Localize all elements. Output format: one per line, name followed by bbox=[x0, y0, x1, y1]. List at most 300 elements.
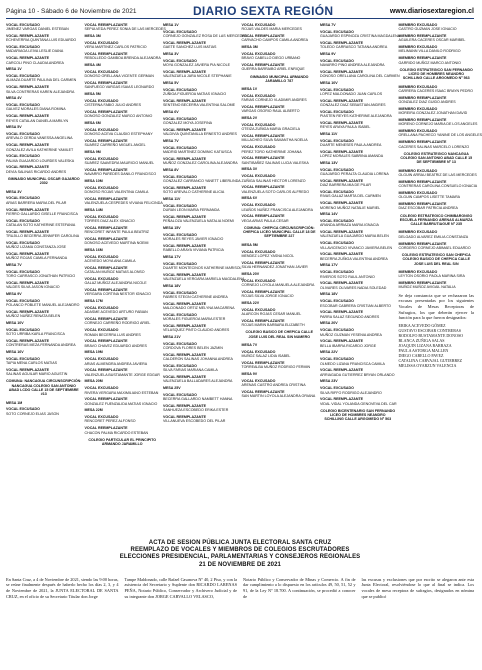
entry-role: MESA 4V bbox=[6, 96, 22, 101]
roster-entry bbox=[320, 201, 396, 210]
entry-role: VOCAL EXCUSADO bbox=[163, 393, 197, 397]
entry-person-name: GONZALEZ MOYA JOSEFINA bbox=[163, 121, 213, 126]
entry-role: MESA 1M bbox=[6, 400, 23, 405]
entry-role: MIEMBRO EXCUSADO bbox=[398, 168, 438, 173]
entry-person-name: CACERES SALINAS MARCELO LORENZO bbox=[398, 144, 470, 149]
entry-role: VOCAL REEMPLAZANTE bbox=[241, 63, 285, 68]
entry-person-name: BRAVO CHAVEZ EDUARDO ANDRES bbox=[84, 343, 147, 348]
entry-person-name: SILVA CONTRERAS KAREN ALEJANDRA bbox=[6, 89, 75, 94]
entry-person-name: FARIAS CORNEJO VLADIMIR ANDRES bbox=[241, 98, 307, 103]
entry-role: MIEMBRO REEMPLAZANTE bbox=[398, 202, 447, 206]
website-link[interactable]: www.diariosextaregion.cl bbox=[389, 7, 474, 15]
entry-role: VOCAL EXCUSADO bbox=[84, 185, 119, 190]
roster-entry bbox=[85, 328, 161, 337]
roster-entry bbox=[320, 179, 396, 188]
roster-entry bbox=[242, 174, 318, 183]
entry-role: VOCAL REEMPLAZANTE bbox=[241, 389, 285, 394]
entry-role: MESA 6V bbox=[241, 196, 258, 201]
entry-person-name: GAETE SANCHEZ LUIS MATIAS bbox=[163, 45, 217, 50]
entry-role: VOCAL EXCUSADO bbox=[6, 269, 40, 274]
entry-role: VOCAL REEMPLAZANTE bbox=[241, 214, 285, 219]
entry-person-name: MORENO MUÑOZ NATALIE MARIEL bbox=[320, 205, 381, 210]
roster-entry bbox=[85, 306, 161, 315]
roster-entry bbox=[6, 196, 82, 205]
entry-role: VOCAL EXCUSADO bbox=[84, 127, 119, 132]
roster-entry bbox=[399, 270, 475, 279]
roster-entry bbox=[163, 197, 239, 201]
entry-person-name: SANHUEZA ESCOBEDO ERIKA ESTER bbox=[163, 408, 229, 413]
roster-entry bbox=[320, 328, 396, 337]
entry-person-name: ARENAS CASTRO ANDREA CRISTINA bbox=[241, 382, 306, 387]
entry-role: VOCAL REEMPLAZANTE bbox=[84, 109, 128, 114]
entry-person-name: ARANDA ARRIAZA MARIA IGNACIA bbox=[320, 223, 379, 228]
roster-entry bbox=[6, 132, 82, 141]
roster-entry bbox=[85, 426, 161, 435]
act-paragraph: Tampe Maldonado, calle Rafael Casanova Nº 40, 2 Piso, y con la asistencia del Secretario y Suplente don RICARDO LARENAS PEÑA, Notario Público, Conservador y Archivero Judicial y de su integrante don JORGE CARVALLO VELASCO, bbox=[124, 576, 237, 599]
entry-role: VOCAL EXCUSADO bbox=[6, 23, 40, 27]
roster-entry bbox=[85, 81, 161, 90]
entry-role: VOCAL EXCUSADO bbox=[320, 29, 354, 34]
entry-role: VOCAL REEMPLAZANTE bbox=[163, 243, 207, 248]
entry-role: MESA 6V bbox=[163, 109, 179, 114]
roster-entry bbox=[320, 212, 396, 216]
entry-role: VOCAL REEMPLAZANTE bbox=[84, 23, 128, 27]
roster-entry bbox=[85, 41, 161, 50]
roster-entry bbox=[320, 270, 396, 279]
roster-entry bbox=[242, 290, 318, 299]
venue-title: COLEGIO BASICO DE CHEPICA CALLE JOSE LUIS DEL REAL SIN NUMERO bbox=[245, 330, 314, 339]
entry-person-name: GALVEZ MORALES DIANA ROMINA bbox=[6, 107, 66, 112]
entry-person-name: RIVAS GALAZ MARTA DEL CARMEN bbox=[320, 194, 381, 199]
entry-person-name: VALDES SILVA JASON IGNACIO bbox=[6, 285, 60, 290]
roster-entry bbox=[163, 324, 239, 333]
entry-role: VOCAL REEMPLAZANTE bbox=[6, 229, 50, 234]
entry-person-name: PEREZ TORO KATHERINE JOHANA bbox=[241, 149, 302, 154]
entry-role: VOCAL EXCUSADO bbox=[241, 94, 276, 99]
roster-entry bbox=[6, 23, 82, 32]
entry-role: MIEMBRO EXCUSADO bbox=[398, 106, 438, 111]
rejected-name: JOAQUIN LIZANA BARRAZA bbox=[398, 342, 452, 348]
entry-role: MESA 17M bbox=[84, 299, 103, 304]
roster-entry bbox=[163, 23, 239, 27]
entry-role: MIEMBRO REEMPLAZANTE bbox=[398, 179, 447, 184]
entry-role: VOCAL EXCUSADO bbox=[163, 312, 197, 317]
roster-entry bbox=[399, 230, 475, 239]
roster-entry bbox=[6, 96, 82, 100]
entry-role: MESA 21V bbox=[163, 335, 181, 340]
roster-entry bbox=[320, 121, 396, 130]
roster-entry bbox=[399, 34, 475, 43]
entry-role: VOCAL EXCUSADO bbox=[320, 109, 354, 114]
roster-entry bbox=[6, 208, 82, 217]
roster-entry bbox=[163, 186, 239, 195]
roster-entry bbox=[85, 168, 161, 177]
roster-entry bbox=[6, 321, 82, 325]
side-entries bbox=[398, 23, 482, 290]
roster-entry bbox=[242, 134, 318, 143]
roster-entry bbox=[320, 299, 396, 308]
entry-person-name: VILLAVICENCIO VIVANCO JAVIERA BELEN bbox=[320, 245, 393, 250]
entry-role: VOCAL EXCUSADO bbox=[241, 349, 276, 354]
entry-person-name: CHACON PALMA RICARDO ESTEBAN bbox=[84, 430, 149, 435]
entry-role: MIEMBRO REEMPLAZANTE bbox=[398, 56, 447, 61]
roster-entry bbox=[399, 45, 475, 54]
roster-entry bbox=[242, 214, 318, 223]
entry-person-name: PALMA GUAJARDO LOURDES VALESKA bbox=[6, 158, 75, 163]
roster-entry bbox=[242, 319, 318, 328]
entry-person-name: ROJAS VALDES MARIA MERCEDES bbox=[241, 27, 302, 32]
entry-role: VOCAL REEMPLAZANTE bbox=[6, 367, 50, 372]
entry-role: VOCAL REEMPLAZANTE bbox=[6, 251, 50, 256]
entry-role: VOCAL EXCUSADO bbox=[6, 196, 40, 201]
entry-person-name: ALARCON ROJAS CESAR MANUEL bbox=[241, 311, 302, 316]
entry-role: MESA 4M bbox=[84, 63, 101, 68]
roster-entry bbox=[6, 350, 82, 354]
entry-role: MESA 11V bbox=[320, 132, 338, 137]
roster-entry bbox=[242, 156, 318, 165]
roster-entry bbox=[6, 270, 82, 279]
entry-person-name: VEGA ARIAS PAULA CESAR bbox=[241, 218, 289, 223]
roster-entry bbox=[85, 150, 161, 154]
side-column bbox=[398, 23, 482, 533]
entry-person-name: MOYA GONZALEZ JAVIERA PIA NICOLE bbox=[163, 63, 230, 68]
entry-role: VOCAL REEMPLAZANTE bbox=[84, 138, 128, 143]
entry-person-name: VALENZUELA BALLADARES ALEJANDRA bbox=[163, 379, 233, 384]
entry-person-name: BECERRA GALLARDO NAMBETT HANNA bbox=[163, 397, 233, 402]
roster-entry bbox=[242, 343, 318, 347]
entry-role: MESA 16V bbox=[6, 349, 24, 354]
entry-role: VOCAL REEMPLAZANTE bbox=[84, 167, 128, 172]
entry-role: VOCAL EXCUSADO bbox=[241, 249, 276, 254]
rejected-names-list bbox=[399, 323, 475, 368]
entry-person-name: ARIAS ALMENDRA ANDREA JAVIERA bbox=[84, 361, 148, 366]
act-paragraph: las excusas y exclusiones que por escrito se alegaron ante esta Junta Electoral, resolviéndose lo que al final se indica. Los vocales de mesa receptora de sufragios, designados en nómina que se publicó bbox=[361, 576, 474, 599]
roster-entry bbox=[6, 368, 82, 377]
act-paragraph: Notario Público y Conservador de Minas y Comercio. A fin de dar cumplimiento a lo dispuesto en los artículos 49, 50, 51, 52 y 91, de la Ley Nº 18.700. A continuación, se procedió a conocer de bbox=[243, 576, 356, 599]
entry-role: VOCAL REEMPLAZANTE bbox=[320, 310, 364, 315]
entry-role: VOCAL EXCUSADO bbox=[6, 154, 40, 159]
entry-role: VOCAL EXCUSADO bbox=[320, 58, 354, 63]
entry-role: VOCAL EXCUSADO bbox=[84, 386, 119, 391]
entry-person-name: DEVIA SALINAS RICARDO ANDRES bbox=[6, 169, 67, 174]
entry-role: VOCAL EXCUSADO bbox=[84, 328, 119, 333]
entry-role: VOCAL REEMPLAZANTE bbox=[6, 34, 50, 39]
roster-entry bbox=[320, 241, 396, 250]
entry-role: VOCAL REEMPLAZANTE bbox=[241, 156, 285, 161]
entry-role: VOCAL REEMPLAZANTE bbox=[6, 165, 50, 170]
entry-role: VOCAL EXCUSADO bbox=[163, 58, 197, 63]
roster-entry bbox=[242, 45, 318, 49]
venue-title: GIMNASIO MUNICIPAL ARMANDO JARAMILLO 787 bbox=[250, 74, 309, 83]
entry-role: VOCAL REEMPLAZANTE bbox=[6, 85, 50, 90]
roster-entry bbox=[320, 368, 396, 377]
roster-entry bbox=[163, 261, 242, 271]
roster-entry bbox=[6, 281, 82, 290]
roster-entry bbox=[399, 96, 475, 105]
entry-role: MESA 2V bbox=[241, 116, 258, 121]
roster-entry bbox=[399, 85, 475, 94]
roster-column-4 bbox=[242, 23, 318, 533]
roster-entry bbox=[85, 350, 161, 354]
roster-entry bbox=[85, 299, 161, 303]
entry-role: VOCAL REEMPLAZANTE bbox=[241, 360, 285, 365]
roster-entry bbox=[85, 139, 161, 148]
entry-person-name: CASTRO GUZMAN JOSE IGNACIO bbox=[398, 27, 457, 32]
roster-entry bbox=[163, 146, 239, 155]
roster-entry bbox=[163, 81, 239, 85]
entry-role: VOCAL EXCUSADO bbox=[241, 145, 276, 150]
entry-person-name: VALENZUELA SOTO CARLOS ALFREDO bbox=[241, 189, 310, 194]
entry-role: VOCAL EXCUSADO bbox=[320, 328, 354, 333]
roster-entry bbox=[163, 353, 239, 362]
entry-role: MESA 3M bbox=[241, 45, 258, 50]
roster-entry bbox=[320, 386, 396, 395]
entry-role: VOCAL EXCUSADO bbox=[320, 270, 354, 275]
entry-person-name: AREVALO CERDA VANESSA ANGELINA bbox=[6, 136, 73, 141]
entry-role: MESA 20M bbox=[84, 379, 103, 384]
entry-person-name: DELGADO ALVAREZ EMILIA CONSTANZA bbox=[398, 234, 469, 239]
entry-role: MESA 20V bbox=[320, 321, 338, 326]
entry-role: VOCAL REEMPLAZANTE bbox=[6, 338, 50, 343]
entry-person-name: MADRID MARTINEZ DOMINIC KATIUSCA bbox=[163, 150, 232, 155]
act-heading-line: 21 DE NOVIEMBRE DE 2021 bbox=[199, 561, 281, 568]
roster-entry bbox=[242, 390, 318, 399]
entry-person-name: SUAREZ CARREÑO MIGUEL ANGEL bbox=[84, 143, 146, 148]
entry-role: VOCAL REEMPLAZANTE bbox=[84, 225, 128, 230]
roster-entry bbox=[320, 339, 396, 348]
entry-person-name: CARRERA CACERES ISAAC BRAYN PEDRO bbox=[398, 89, 473, 94]
entry-role: MIEMBRO REEMPLAZANTE bbox=[398, 34, 447, 39]
roster-entry bbox=[320, 23, 396, 27]
roster-entry bbox=[320, 292, 396, 296]
venue-title: COLEGIO ESTRATEGICO SAN FERNANDO LICEO DE HOMBRES NEANDRO SCHILLING CALLE ARGOMEDO Nº 563 bbox=[399, 67, 473, 81]
entry-role: VOCAL EXCUSADO bbox=[6, 45, 40, 50]
entry-person-name: PEÑALOZA VALENZUELA NATALIA NOEMI bbox=[163, 219, 234, 224]
entry-person-name: VALENZUELA JARA NICOLE STEPHANIE bbox=[163, 74, 232, 79]
roster-entry bbox=[163, 139, 239, 143]
roster-entry bbox=[320, 168, 396, 177]
rejected-name: DIEGO CABELLO PAVEZ bbox=[398, 352, 444, 358]
entry-role: VOCAL REEMPLAZANTE bbox=[6, 309, 50, 314]
roster-entry bbox=[242, 261, 318, 270]
roster-entry bbox=[320, 52, 396, 56]
entry-person-name: LEYTON OSORIO PAOLA MARINA SIRA bbox=[398, 274, 465, 279]
entry-role: MESA 18V bbox=[163, 283, 181, 288]
entry-person-name: PARRA SALAZ SEGUNDO ANDRES bbox=[320, 314, 380, 319]
venue-title: COLEGIO ESTRATEGICO SAN CHEPICA COLEGIO BASICO DE CHEPICA CALLE JOSE LUIS DEL REAL S/N bbox=[401, 253, 471, 266]
entry-person-name: RENCORET INFANTE PAULA BEATRIZ bbox=[84, 230, 149, 235]
roster-entry bbox=[6, 357, 82, 366]
entry-role: VOCAL REEMPLAZANTE bbox=[163, 69, 207, 74]
roster-entry bbox=[6, 103, 82, 112]
entry-person-name: ALMAZA DUARTE PAULINA DEL CARMEN bbox=[6, 78, 77, 83]
entry-role: MESA 17V bbox=[320, 263, 338, 268]
roster-entry bbox=[163, 215, 239, 224]
entry-role: VOCAL REEMPLAZANTE bbox=[163, 156, 207, 161]
roster-entry bbox=[6, 263, 82, 267]
roster-entry bbox=[242, 185, 318, 194]
roster-entry bbox=[242, 52, 318, 61]
roster-entry bbox=[320, 161, 396, 165]
roster-entry bbox=[85, 317, 161, 326]
roster-entry bbox=[163, 302, 239, 311]
entry-role: VOCAL EXCUSADO bbox=[241, 174, 276, 179]
roster-entry bbox=[242, 34, 318, 43]
roster-entry bbox=[399, 56, 475, 65]
roster-entry bbox=[399, 242, 475, 251]
entry-role: VOCAL EXCUSADO bbox=[84, 214, 119, 219]
entry-role: MESA 5M bbox=[241, 242, 258, 247]
entry-person-name: AGUILERA CACERES OSCAR MARIBEL bbox=[398, 38, 466, 43]
roster-entry bbox=[6, 85, 82, 94]
entry-person-name: GARRIDO MUÑOZ MARCO ANTONIO bbox=[398, 60, 461, 65]
roster-entry bbox=[163, 244, 239, 253]
roster-entry bbox=[85, 248, 161, 252]
entry-role: VOCAL EXCUSADO bbox=[241, 51, 276, 56]
entry-role: MESA 5V bbox=[6, 125, 22, 130]
entry-person-name: SILVA RIFFO RODRIGO ALEJANDRO bbox=[320, 390, 382, 395]
entry-role: MIEMBRO EXCUSADO bbox=[398, 23, 438, 27]
entry-person-name: ZUÑIGA FIGUEROA MATIAS IGNACIO bbox=[163, 92, 227, 97]
entry-person-name: BELLA IBARRA RICARDO JORGE bbox=[320, 343, 377, 348]
entry-role: VOCAL REEMPLAZANTE bbox=[320, 339, 364, 344]
entry-person-name: MELIMANN VILLA DANILO RODRIGO bbox=[398, 49, 461, 54]
entry-role: VOCAL EXCUSADO bbox=[241, 278, 276, 283]
entry-role: VOCAL REEMPLAZANTE bbox=[84, 196, 128, 201]
entry-person-name: SANFUEGO VARGAS ISAIAS LEONARDO bbox=[84, 85, 155, 90]
entry-role: MESA 7V bbox=[241, 342, 258, 347]
entry-role: VOCAL EXCUSADO bbox=[320, 299, 354, 304]
roster-entry bbox=[320, 69, 400, 79]
roster-entry bbox=[242, 272, 318, 276]
roster-entry bbox=[85, 408, 161, 412]
roster-entry bbox=[6, 114, 82, 123]
entry-role: VOCAL REEMPLAZANTE bbox=[84, 288, 128, 293]
entry-role: VOCAL EXCUSADO bbox=[84, 98, 119, 103]
entry-person-name: GUAJARDO ESPINOZA CRISTINA MAGDALENA bbox=[320, 34, 401, 39]
venue-title: GIMNASIO MUNICIPAL OSCAR GAJARDO 2302 bbox=[7, 177, 80, 186]
entry-person-name: VALENZUELA GUAJARDO MARIA BELEN bbox=[320, 234, 389, 239]
roster-entry bbox=[85, 339, 161, 348]
entry-role: VOCAL EXCUSADO bbox=[163, 145, 197, 150]
entry-person-name: OLGUIN CAMPOS LISETTE TAMARA bbox=[398, 195, 461, 200]
entry-role: VOCAL REEMPLAZANTE bbox=[163, 375, 207, 380]
roster-entry bbox=[85, 215, 161, 224]
entry-person-name: SANTIBAÑEZ SALINAS LUCIA VALESKA bbox=[241, 160, 309, 165]
entry-person-name: CALDERON SALINAS JOHANNA ANDREA bbox=[163, 357, 233, 362]
entry-role: MESA 22V bbox=[320, 350, 338, 355]
roster-entry bbox=[85, 121, 161, 125]
entry-role: VOCAL EXCUSADO bbox=[163, 261, 197, 266]
entry-person-name: MUÑOZ MUÑOZ AVIGAIL NATALIA bbox=[398, 285, 456, 290]
rejected-name: CATALINA CARVAJAL GUTIERREZ bbox=[398, 357, 463, 363]
entry-role: MIEMBRO REEMPLAZANTE bbox=[398, 118, 447, 123]
roster-entry bbox=[85, 208, 161, 212]
roster-entry bbox=[6, 230, 82, 239]
entry-person-name: MORALES REYES JAVIER IGNACIO bbox=[163, 236, 224, 241]
entry-person-name: MORENO CORNEJO MARIA DE LOS ANGELES bbox=[398, 122, 478, 127]
entry-role: MESA 10V bbox=[6, 320, 24, 325]
entry-person-name: CORDOVA FLORES BELEN JAZMIN bbox=[163, 346, 223, 351]
entry-person-name: OTEIZA ZUÑIGA MARIA GRACIELA bbox=[241, 127, 301, 132]
roster-entry bbox=[320, 139, 396, 148]
entry-person-name: DIAZ ESCOBAR PATRICIA ANDREA bbox=[398, 206, 458, 211]
roster-entry bbox=[85, 70, 161, 79]
entry-role: VOCAL REEMPLAZANTE bbox=[241, 318, 285, 323]
entry-person-name: TOLEDO CARRASCO TATIANA ANDREA bbox=[320, 45, 388, 50]
entry-person-name: ORELLANA PACHECO YANINE DE LOS ANGELES bbox=[398, 133, 482, 138]
entry-person-name: SOTO URRIBA KARLA FRANCISCA bbox=[6, 332, 65, 337]
entry-role: MIEMBRO EXCUSADO bbox=[398, 270, 438, 275]
entry-role: VOCAL REEMPLAZANTE bbox=[84, 397, 128, 402]
entry-person-name: VILLANUEVA ESCOBEDO DEL PILAR bbox=[163, 419, 226, 424]
page-header bbox=[6, 4, 474, 19]
entry-role: VOCAL EXCUSADO bbox=[320, 167, 354, 172]
entry-person-name: MUÑOZ LIZAMA CONSTANZA JOSE bbox=[6, 245, 67, 250]
entry-role: VOCAL REEMPLAZANTE bbox=[84, 51, 128, 56]
entry-person-name: PIASTEN REYES KATHERINE ALEJANDRA bbox=[320, 114, 392, 119]
entry-person-name: OLMEDO LIZANA FRANCISCA CAMILA bbox=[320, 361, 385, 366]
entry-role: MESA 6M bbox=[84, 121, 101, 126]
entry-person-name: GUERRA BARRAIBO ARIEL ENRIQUE bbox=[241, 67, 305, 72]
roster-entry bbox=[85, 368, 161, 377]
entry-role: MESA 5V bbox=[163, 80, 179, 85]
roster-entry bbox=[163, 393, 239, 402]
entry-person-name: OLGUIN ARRAU BEATRIZ DE LAS MERCEDES bbox=[398, 173, 477, 178]
roster-entry bbox=[163, 128, 239, 137]
entry-person-name: VIDAL VIDAL YOLANDA GENOVEVA DEL CAR bbox=[320, 401, 397, 406]
roster-entry bbox=[85, 237, 161, 246]
entry-role: MESA 22M bbox=[84, 408, 103, 413]
entry-person-name: SENTENO BECERRA VALENTINA SALOME bbox=[163, 103, 236, 108]
entry-role: VOCAL EXCUSADO bbox=[6, 298, 40, 303]
roster-entry bbox=[85, 357, 161, 366]
roster-entry bbox=[163, 41, 239, 50]
roster-entry bbox=[242, 145, 318, 154]
entry-role: MIEMBRO EXCUSADO bbox=[398, 230, 438, 235]
roster-entry bbox=[399, 140, 475, 149]
entry-role: MESA 1V bbox=[6, 67, 22, 72]
entry-person-name: RIVEROS SOTO RAUL ANTONIO bbox=[320, 274, 375, 279]
entry-role: VOCAL EXCUSADO bbox=[84, 69, 119, 74]
roster-entry bbox=[399, 169, 475, 178]
entry-person-name: MILLACHEO SILVA SAMANTHA NOELIA bbox=[241, 138, 308, 143]
roster-entry bbox=[163, 59, 239, 68]
roster-entry bbox=[6, 190, 82, 194]
entry-role: VOCAL EXCUSADO bbox=[6, 103, 40, 108]
entry-person-name: DONOSO ROJAS VALENTINA CAMILA bbox=[84, 190, 149, 195]
roster-entry bbox=[398, 129, 482, 138]
roster-entry bbox=[85, 226, 161, 235]
roster-entry bbox=[320, 59, 396, 68]
roster-entry bbox=[320, 252, 396, 261]
entry-role: MESA 7V bbox=[163, 138, 179, 143]
roster-entry bbox=[85, 255, 161, 264]
rejected-name: RODOLFO BUSTAMANTE DONOSO bbox=[398, 332, 464, 338]
roster-entry bbox=[85, 197, 161, 206]
entry-person-name: MORALES FIGUEROA MARIA ESTER bbox=[163, 317, 226, 322]
rejected-name: PAULA ASTORGA MALLEN bbox=[398, 347, 449, 353]
entry-person-name: DONOSO ORELLANA CAROLINA DEL CARMEN bbox=[320, 74, 400, 79]
entry-role: MESA 7V bbox=[6, 262, 22, 267]
entry-role: VOCAL EXCUSADO bbox=[6, 327, 40, 332]
entry-person-name: SOTO AREVALO CATHERINE ALICIA bbox=[163, 190, 225, 195]
roster-entry bbox=[6, 407, 82, 416]
roster-entry bbox=[163, 386, 239, 390]
roster-entry bbox=[85, 179, 161, 183]
entry-person-name: TORREALBA MUÑOZ RODRIGO FERMIN bbox=[241, 365, 311, 370]
entry-person-name: SEPULVEDA PEREZ SONIA DE LAS MERCEDES bbox=[84, 27, 166, 32]
